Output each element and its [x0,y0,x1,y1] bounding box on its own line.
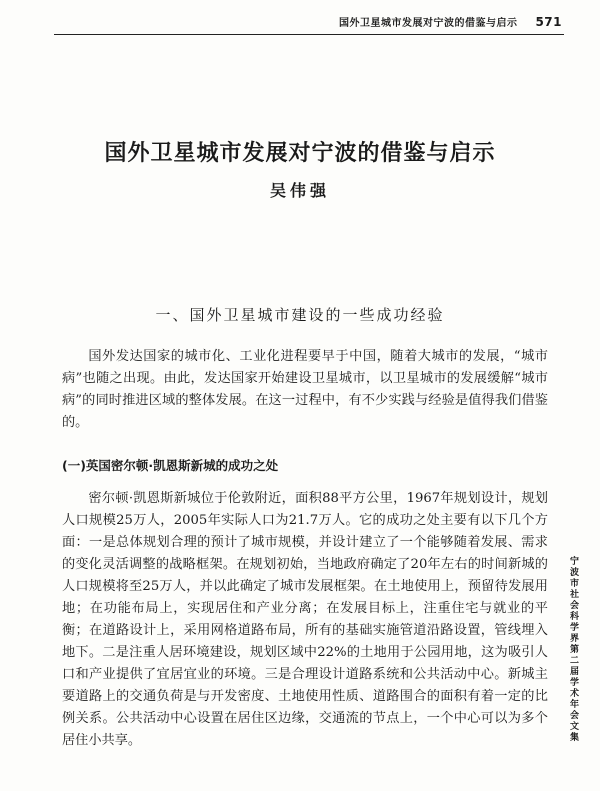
paragraph-intro: 国外发达国家的城市化、工业化进程要早于中国，随着大城市的发展，“城市病”也随之出现。由此，发达国家开始建设卫星城市，以卫星城市的发展缓解“城市病”的同时推进区域的整体发展。在这一过程中，有不少实践与经验是值得我们借鉴的。 [62,349,548,430]
running-header [339,14,562,29]
section-heading: 一、国外卫星城市建设的一些成功经验 [155,306,445,324]
page-number: 571 [535,15,562,29]
article-title: 国外卫星城市发展对宁波的借鉴与启示 [104,141,496,166]
side-collection-note: 宁波市社会科学界第二届学术年会文集 [568,556,578,743]
article-author: 吴伟强 [269,181,330,200]
subsection-heading: (一)英国密尔顿·凯恩斯新城的成功之处 [62,458,279,473]
header-divider [54,34,564,35]
running-title: 国外卫星城市发展对宁波的借鉴与启示 [338,18,518,29]
paragraph-milton-keynes: 密尔顿·凯恩斯新城位于伦敦附近，面积88平方公里，1967年规划设计，规划人口规模25万人，2005年实际人口为21.7万人。它的成功之处主要有以下几个方面：一是总体规划合理的预计了城市规模，并设计建立了一个能够随着发展、需求的变化灵活调整的战略框架。在规划初始，当地政府确定了20年左右的时间新城的人口规模将至25万人，并以此确定了城市发展框架。在土地使用上，预留待发展用地；在功能布局上，实现居住和产业分离；在发展目标上，注重住宅与就业的平衡；在道路设计上，采用网格道路布局，所有的基础实施管道沿路设置，管线埋入地下。二是注重人居环境建设，规划区域中22%的土地用于公园用地，这为吸引人口和产业提供了宜居宜业的环境。三是合理设计道路系统和公共活动中心。新城主要道路上的交通负荷是与开发密度、土地使用性质、道路围合的面积有着一定的比例关系。公共活动中心设置在居住区边缘，交通流的节点上，一个中心可以为多个居住小共享。 [62,491,548,748]
